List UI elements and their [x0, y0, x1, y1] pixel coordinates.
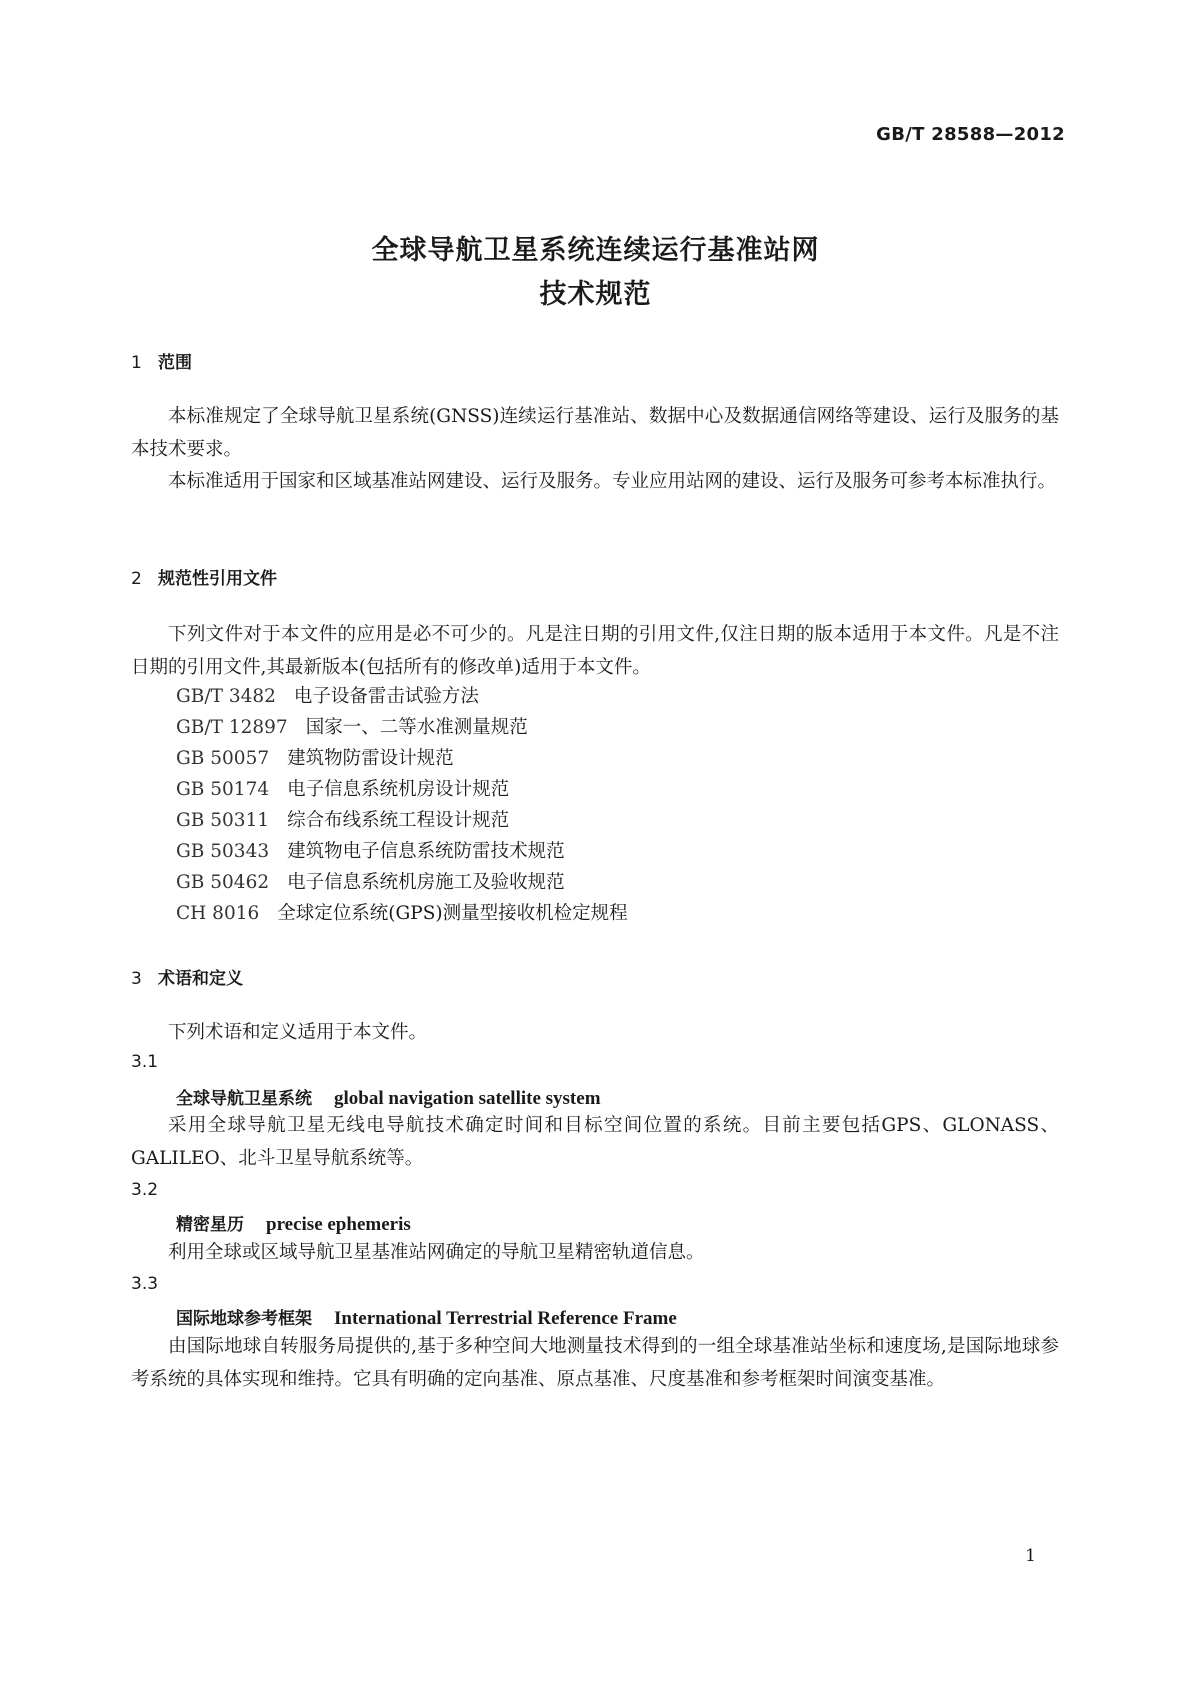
- reference-id: GB 50311: [176, 810, 270, 831]
- term-number: 3.3: [131, 1274, 159, 1294]
- reference-title: 电子设备雷击试验方法: [293, 686, 479, 707]
- term-definition: 利用全球或区域导航卫星基准站网确定的导航卫星精密轨道信息。: [168, 1242, 705, 1263]
- term-title: [176, 1210, 411, 1236]
- reference-title: 电子信息系统机房施工及验收规范: [287, 872, 565, 893]
- reference-title: 电子信息系统机房设计规范: [287, 779, 510, 800]
- reference-id: GB 50462: [176, 872, 270, 893]
- section-1-paragraph: 本标准适用于国家和区域基准站网建设、运行及服务。专业应用站网的建设、运行及服务可参考本标准执行。: [168, 471, 1057, 492]
- section-3-intro: 下列术语和定义适用于本文件。: [168, 1022, 428, 1043]
- reference-item: [176, 711, 528, 744]
- reference-title: 国家一、二等水准测量规范: [305, 717, 528, 738]
- reference-item: [176, 835, 565, 868]
- term-en: global navigation satellite system: [334, 1088, 601, 1109]
- reference-item: [176, 773, 509, 806]
- reference-title: 建筑物电子信息系统防雷技术规范: [287, 841, 565, 862]
- section-title: 规范性引用文件: [158, 569, 277, 589]
- reference-id: GB 50057: [176, 748, 270, 769]
- term-en: precise ephemeris: [266, 1214, 411, 1235]
- term-zh: 国际地球参考框架: [176, 1309, 312, 1329]
- section-2-heading: [131, 564, 277, 589]
- term-definition: 采用全球导航卫星无线电导航技术确定时间和目标空间位置的系统。目前主要包括GPS、GLONASS、GALILEO、北斗卫星导航系统等。: [131, 1115, 1059, 1169]
- section-1-paragraph: 本标准规定了全球导航卫星系统(GNSS)连续运行基准站、数据中心及数据通信网络等建设、运行及服务的基本技术要求。: [131, 406, 1059, 460]
- section-number: 3: [131, 969, 142, 989]
- standard-code: GB/T 28588—2012: [876, 124, 1065, 145]
- section-2-intro: 下列文件对于本文件的应用是必不可少的。凡是注日期的引用文件,仅注日期的版本适用于本文件。凡是不注日期的引用文件,其最新版本(包括所有的修改单)适用于本文件。: [131, 624, 1059, 678]
- reference-id: GB 50174: [176, 779, 270, 800]
- page-number: 1: [1025, 1546, 1036, 1566]
- reference-id: GB/T 3482: [176, 686, 276, 707]
- reference-title: 建筑物防雷设计规范: [287, 748, 454, 769]
- reference-item: [176, 897, 628, 930]
- reference-item: [176, 804, 509, 837]
- term-number: 3.1: [131, 1052, 159, 1072]
- term-zh: 全球导航卫星系统: [176, 1089, 312, 1109]
- reference-id: GB 50343: [176, 841, 270, 862]
- term-title: [176, 1304, 677, 1330]
- section-title: 术语和定义: [158, 969, 243, 989]
- document-title-line1: 全球导航卫星系统连续运行基准站网: [371, 235, 820, 266]
- term-title: [176, 1084, 601, 1110]
- reference-title: 全球定位系统(GPS)测量型接收机检定规程: [277, 903, 628, 924]
- term-zh: 精密星历: [176, 1215, 244, 1235]
- reference-id: GB/T 12897: [176, 717, 288, 738]
- section-title: 范围: [158, 353, 192, 373]
- reference-id: CH 8016: [176, 903, 260, 924]
- document-title-line2: 技术规范: [539, 279, 652, 310]
- term-definition: 由国际地球自转服务局提供的,基于多种空间大地测量技术得到的一组全球基准站坐标和速度场,是国际地球参考系统的具体实现和维持。它具有明确的定向基准、原点基准、尺度基准和参考框架时间演变基准。: [131, 1336, 1059, 1390]
- section-1-heading: [131, 348, 192, 373]
- reference-item: [176, 680, 479, 713]
- section-3-heading: [131, 964, 243, 989]
- reference-item: [176, 866, 565, 899]
- term-en: International Terrestrial Reference Frame: [334, 1308, 677, 1329]
- reference-item: [176, 742, 454, 775]
- section-number: 2: [131, 569, 142, 589]
- section-number: 1: [131, 353, 142, 373]
- reference-title: 综合布线系统工程设计规范: [287, 810, 510, 831]
- term-number: 3.2: [131, 1180, 159, 1200]
